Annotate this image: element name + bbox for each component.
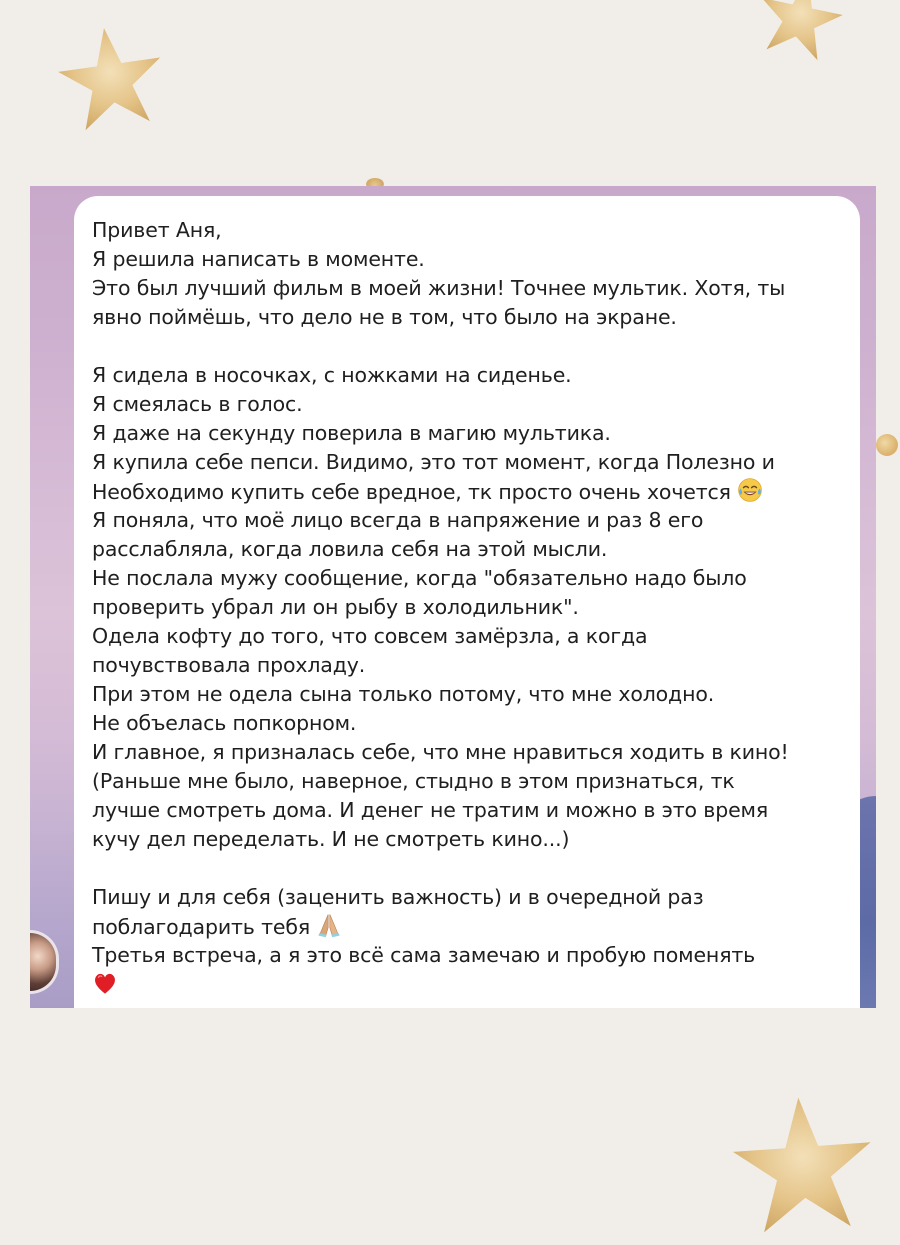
- message-line-text: Необходимо купить себе вредное, тк просто очень хочется: [92, 480, 731, 504]
- message-line: расслабляла, когда ловила себя на этой мысли.: [92, 537, 608, 561]
- message-line: Я решила написать в моменте.: [92, 247, 425, 271]
- message-line: Я поняла, что моё лицо всегда в напряжение и раз 8 его: [92, 508, 704, 532]
- message-line: Я сидела в носочках, с ножками на сиденье.: [92, 363, 572, 387]
- tears-of-joy-emoji: [737, 477, 763, 503]
- sender-avatar[interactable]: [30, 930, 59, 994]
- gold-dot-decoration: [876, 434, 898, 456]
- message-line-with-emoji: [92, 477, 842, 506]
- message-line: Я купила себе пепси. Видимо, это тот момент, когда Полезно и: [92, 450, 775, 474]
- message-line: Не объелась попкорном.: [92, 711, 357, 735]
- message-line-with-emoji: [92, 970, 842, 999]
- gold-star-decoration: [48, 15, 174, 141]
- message-line-text: поблагодарить тебя: [92, 915, 311, 939]
- message-line: почувствовала прохладу.: [92, 653, 366, 677]
- message-blank-line: [92, 332, 842, 361]
- message-line-with-emoji: [92, 912, 842, 941]
- message-text: [92, 216, 842, 999]
- message-line: Пишу и для себя (заценить важность) и в очередной раз: [92, 885, 704, 909]
- gold-star-decoration: [723, 1085, 883, 1245]
- message-line: Привет Аня,: [92, 218, 222, 242]
- message-line: Одела кофту до того, что совсем замёрзла, а когда: [92, 624, 648, 648]
- message-line: явно поймёшь, что дело не в том, что было на экране.: [92, 305, 677, 329]
- message-line: (Раньше мне было, наверное, стыдно в этом признаться, тк: [92, 769, 735, 793]
- message-line: Я даже на секунду поверила в магию мультика.: [92, 421, 611, 445]
- chat-screenshot: [30, 186, 876, 1008]
- message-blank-line: [92, 854, 842, 883]
- message-line: И главное, я призналась себе, что мне нравиться ходить в кино!: [92, 740, 789, 764]
- message-line: Не послала мужу сообщение, когда "обязательно надо было: [92, 566, 747, 590]
- message-line: проверить убрал ли он рыбу в холодильник".: [92, 595, 579, 619]
- folded-hands-emoji: [316, 912, 342, 938]
- message-line: При этом не одела сына только потому, что мне холодно.: [92, 682, 715, 706]
- gold-star-decoration: [747, 0, 854, 70]
- message-line: Я смеялась в голос.: [92, 392, 303, 416]
- red-heart-emoji: [92, 970, 118, 996]
- message-line: Это был лучший фильм в моей жизни! Точнее мультик. Хотя, ты: [92, 276, 786, 300]
- message-bubble: [74, 196, 860, 1008]
- message-line: Третья встреча, а я это всё сама замечаю и пробую поменять: [92, 943, 756, 967]
- message-line: лучше смотреть дома. И денег не тратим и можно в это время: [92, 798, 769, 822]
- message-line: кучу дел переделать. И не смотреть кино...): [92, 827, 570, 851]
